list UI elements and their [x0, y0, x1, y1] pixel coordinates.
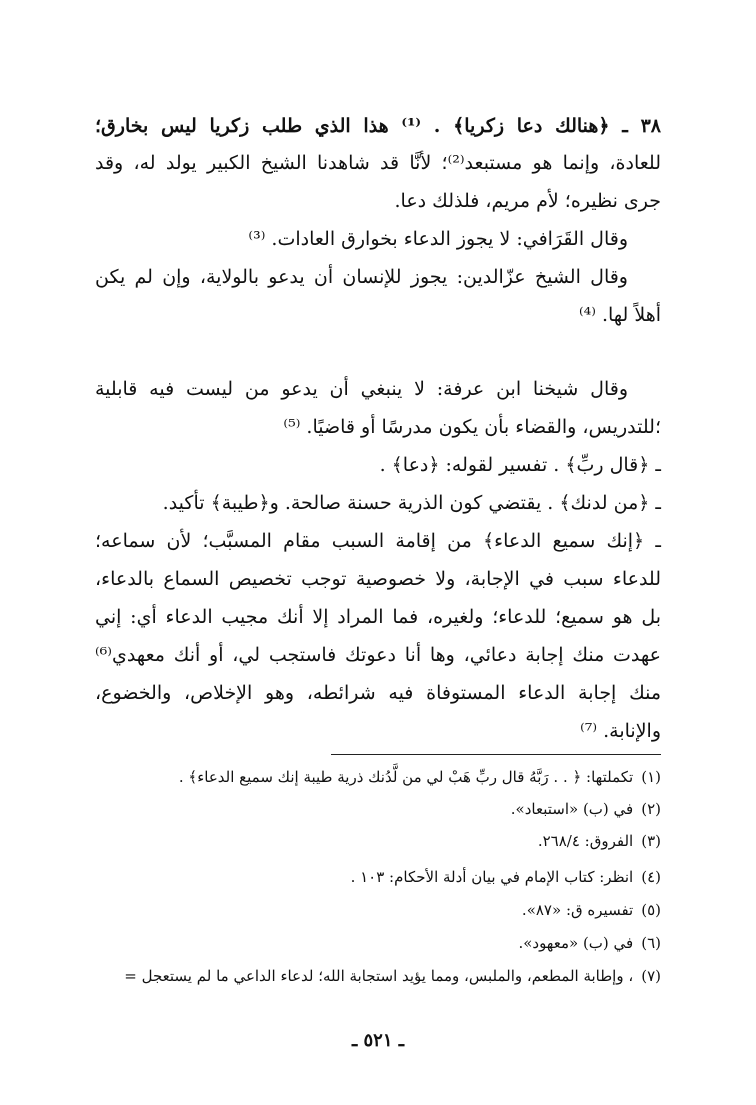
- footnote-4: [351, 866, 661, 888]
- footnote-3: [538, 830, 661, 852]
- footnote-number: (٤): [641, 868, 661, 886]
- footnote-number: (٧): [641, 967, 661, 985]
- text-line-4: وقال القَرَافي: لا يجوز الدعاء بخوارق العادات. ⁽³⁾: [248, 228, 628, 250]
- footnote-number: (٣): [641, 832, 661, 850]
- text-line-13: بل هو سميع؛ للدعاء؛ ولغيره، فما المراد إلا أنك مجيب الدعاء أي: إني: [95, 606, 661, 628]
- footnote-text: في (ب) «معهود».: [518, 934, 634, 952]
- text-line-7: وقال شيخنا ابن عرفة: لا ينبغي أن يدعو من ليست فيه قابلية: [95, 378, 628, 400]
- text-line-9: ـ ﴿قال ربِّ﴾ . تفسير لقوله: ﴿دعا﴾ .: [379, 454, 661, 476]
- text-line-8: ؛للتدريس، والقضاء بأن يكون مدرسًا أو قاضيًا. ⁽⁵⁾: [283, 416, 661, 438]
- footnote-text: ، وإطابة المطعم، والملبس، ومما يؤيد استجابة الله؛ لدعاء الداعي ما لم يستعجل =: [124, 967, 634, 985]
- verse-38-text: ٣٨ ـ ﴿هنالك دعا زكريا﴾ . ⁽¹⁾ هذا الذي طلب زكريا ليس بخارق؛: [95, 115, 661, 137]
- text-line-10: ـ ﴿من لدنك﴾ . يقتضي كون الذرية حسنة صالحة. و﴿طيبة﴾ تأكيد.: [162, 492, 661, 514]
- footnote-text: انظر: كتاب الإمام في بيان أدلة الأحكام: ١٠٣ .: [350, 868, 634, 886]
- footnote-number: (٦): [641, 934, 661, 952]
- page-number: ـ ٥٢١ ـ: [351, 1030, 405, 1051]
- text-line-2: للعادة، وإنما هو مستبعد⁽²⁾؛ لأنَّا قد شاهدنا الشيخ الكبير يولد له، وقد: [95, 152, 661, 174]
- footnote-text: الفروق: ٢٦٨/٤.: [537, 832, 634, 850]
- footnote-5: [522, 899, 661, 921]
- footnote-number: (٢): [641, 800, 661, 818]
- footnote-text: تفسيره ق: «٨٧».: [521, 901, 634, 919]
- verse-38-line: [95, 112, 661, 140]
- footnote-7: [124, 965, 661, 987]
- footnote-number: (١): [641, 768, 661, 786]
- text-line-3: جرى نظيره؛ لأم مريم، فلذلك دعا.: [394, 190, 661, 212]
- text-line-5: وقال الشيخ عزّالدين: يجوز للإنسان أن يدعو بالولاية، وإن لم يكن: [95, 266, 628, 288]
- text-line-15: منك إجابة الدعاء المستوفاة فيه شرائطه، وهو الإخلاص، والخضوع،: [95, 682, 661, 704]
- footnote-text: تكملتها: ﴿ . . رَبَّهُ قال ربِّ هَبْ لي من لَّدُنك ذرية طيبة إنك سميع الدعاء﴾ .: [178, 768, 634, 786]
- text-line-6: أهلاً لها. ⁽⁴⁾: [578, 304, 661, 326]
- text-line-11: ـ ﴿إنك سميع الدعاء﴾ من إقامة السبب مقام المسبَّب؛ لأن سماعه؛: [95, 530, 661, 552]
- footnote-text: في (ب) «استبعاد».: [510, 800, 634, 818]
- footnote-2: [511, 798, 661, 820]
- footnote-separator: [331, 754, 661, 755]
- text-line-16: والإنابة. ⁽⁷⁾: [580, 720, 661, 742]
- footnote-number: (٥): [641, 901, 661, 919]
- text-line-14: عهدت منك إجابة دعائي، وها أنا دعوتك فاستجب لي، أو أنك معهدي⁽⁶⁾: [95, 644, 661, 666]
- footnote-1: [179, 766, 661, 788]
- text-line-12: للدعاء سبب في الإجابة، ولا خصوصية توجب تخصيص السماع بالدعاء،: [95, 568, 661, 590]
- footnote-6: [518, 932, 661, 954]
